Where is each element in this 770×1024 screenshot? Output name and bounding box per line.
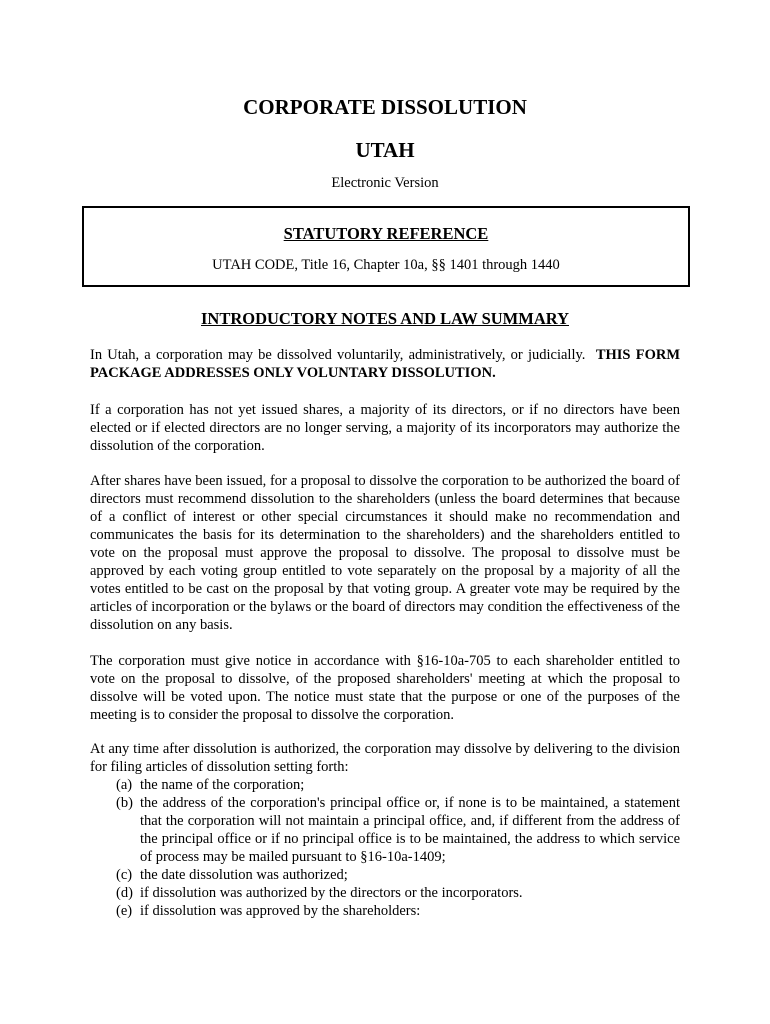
list-item: [90, 866, 680, 884]
list-item-text: the address of the corporation's principal office or, if none is to be maintained, a statement that the corporation will not maintain a principal office, and, if different from the address of the principal office or if no principal office is to be maintained, the address to which service of process may be mailed pursuant to §16-10a-1409;: [140, 795, 680, 865]
list-item-text: the date dissolution was authorized;: [140, 867, 348, 883]
version-label: Electronic Version: [331, 175, 439, 191]
statutory-reference-text: UTAH CODE, Title 16, Chapter 10a, §§ 1401 through 1440: [212, 257, 560, 273]
intro-paragraph-1-text: In Utah, a corporation may be dissolved voluntarily, administratively, or judicially.: [90, 347, 586, 363]
statutory-reference-box: [82, 206, 690, 287]
list-item: [90, 794, 680, 866]
list-item: [90, 884, 680, 902]
list-marker: (e): [116, 903, 133, 919]
intro-paragraph-2: If a corporation has not yet issued shares, a majority of its directors, or if no directors have been elected or if elected directors are no longer serving, a majority of its incorporators may authorize the dissolution of the corporation.: [90, 402, 680, 454]
intro-paragraph-4: The corporation must give notice in accordance with §16-10a-705 to each shareholder entitled to vote on the proposal to dissolve, of the proposed shareholders' meeting at which the proposal to dissolve will be voted upon. The notice must state that the purpose or one of the purposes of the meeting is to consider the proposal to dissolve the corporation.: [90, 653, 680, 723]
document-title: CORPORATE DISSOLUTION: [243, 95, 527, 119]
list-item-text: if dissolution was approved by the shareholders:: [140, 903, 421, 919]
list-marker: (a): [116, 777, 133, 793]
intro-paragraph-3: After shares have been issued, for a proposal to dissolve the corporation to be authorized the board of directors must recommend dissolution to the shareholders (unless the board determines that because of a conflict of interest or other special circumstances it should make no recommendation and communicates the basis for its determination to the shareholders) and the shareholders entitled to vote on the proposal must approve the proposal to dissolve. The proposal to dissolve must be approved by each voting group entitled to vote separately on the proposal by a majority of all the votes entitled to be cast on the proposal by that voting group. A greater vote may be required by the articles of incorporation or the bylaws or the board of directors may condition the effectiveness of the dissolution on any basis.: [90, 473, 680, 633]
list-item-text: the name of the corporation;: [140, 777, 305, 793]
intro-paragraph-1-emphasis: THIS FORM PACKAGE ADDRESSES ONLY VOLUNTARY DISSOLUTION.: [90, 347, 681, 381]
state-title: UTAH: [355, 138, 415, 162]
list-item: [90, 776, 680, 794]
list-item: [90, 902, 680, 920]
list-item-text: if dissolution was authorized by the directors or the incorporators.: [140, 885, 523, 901]
list-marker: (b): [116, 795, 133, 811]
articles-list: [90, 776, 680, 920]
statutory-reference-heading: STATUTORY REFERENCE: [283, 224, 489, 243]
intro-paragraph-5-text: At any time after dissolution is authorized, the corporation may dissolve by delivering to the division for filing articles of dissolution setting forth:: [90, 741, 680, 775]
list-marker: (c): [116, 867, 133, 883]
intro-paragraph-1: [90, 346, 680, 382]
intro-paragraph-5: [90, 740, 680, 920]
list-marker: (d): [116, 885, 133, 901]
intro-heading: INTRODUCTORY NOTES AND LAW SUMMARY: [201, 309, 569, 328]
